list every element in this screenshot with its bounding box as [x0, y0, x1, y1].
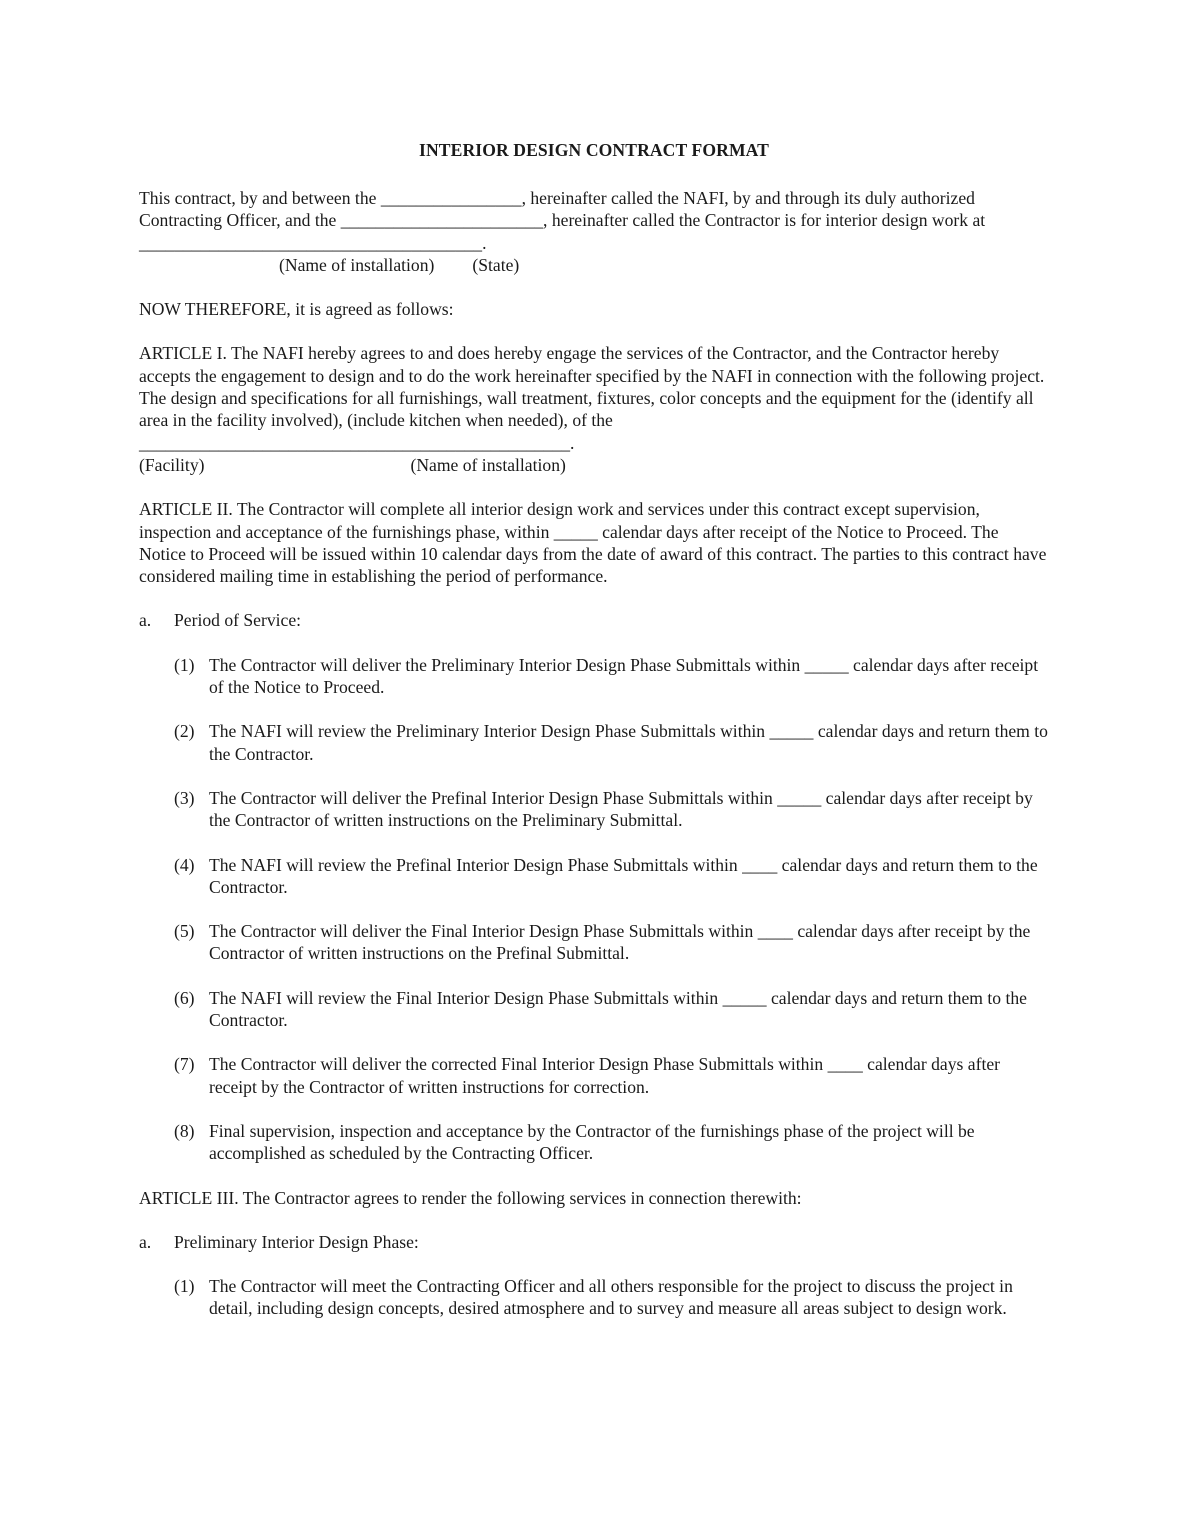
list-item: [139, 854, 1049, 899]
item-text: The Contractor will deliver the Preliminary Interior Design Phase Submittals within _____ calendar days after receipt of the Notice to Proceed.: [209, 654, 1039, 698]
label-name-of-installation-2: (Name of installation): [410, 454, 566, 475]
intro-blank-labels: [139, 254, 1049, 276]
list-item: [139, 920, 1049, 965]
article-1-blank-labels: [139, 454, 1049, 476]
section-marker: a.: [139, 610, 152, 631]
now-therefore-clause: NOW THEREFORE, it is agreed as follows:: [139, 299, 454, 320]
document-title: INTERIOR DESIGN CONTRACT FORMAT: [419, 140, 769, 160]
item-text: The Contractor will deliver the Final Interior Design Phase Submittals within ____ calendar days after receipt by the Contractor of written instructions on the Prefinal Submittal.: [209, 921, 1031, 964]
item-number: (8): [174, 1120, 195, 1141]
item-number: (5): [174, 921, 195, 942]
period-items-list: [139, 654, 1049, 1165]
contract-page: [139, 130, 1049, 1342]
item-number: (1): [174, 1276, 195, 1297]
item-number: (1): [174, 654, 195, 675]
item-text: The Contractor will deliver the corrected Final Interior Design Phase Submittals within ____ calendar days after receipt by the Contractor of written instructions for correction.: [209, 1054, 1000, 1097]
article-1-blank-line: _________________________________________________.: [139, 432, 575, 453]
item-text: The NAFI will review the Final Interior Design Phase Submittals within _____ calendar days and return them to the Contractor.: [209, 987, 1027, 1031]
label-facility: (Facility): [139, 454, 205, 475]
list-item: [139, 720, 1049, 765]
item-text: The NAFI will review the Prefinal Interior Design Phase Submittals within ____ calendar days and return them to the Contractor.: [209, 854, 1038, 897]
article-3-paragraph: ARTICLE III. The Contractor agrees to render the following services in connection therewith:: [139, 1187, 802, 1208]
period-of-service-heading: [139, 609, 1049, 631]
label-state: (State): [472, 254, 520, 275]
list-item: [139, 1120, 1049, 1165]
preliminary-phase-heading: [139, 1231, 1049, 1253]
item-text: The Contractor will meet the Contracting Officer and all others responsible for the project to discuss the project in detail, including design concepts, desired atmosphere and to survey and measure all areas subject to design work.: [209, 1276, 1013, 1319]
section-heading: Preliminary Interior Design Phase:: [174, 1231, 419, 1252]
item-number: (7): [174, 1054, 195, 1075]
item-text: The Contractor will deliver the Prefinal Interior Design Phase Submittals within _____ calendar days after receipt by the Contractor of written instructions on the Preliminary Submittal.: [209, 787, 1033, 831]
item-text: The NAFI will review the Preliminary Interior Design Phase Submittals within _____ calendar days and return them to the Contractor.: [209, 721, 1048, 764]
article-1-paragraph: ARTICLE I. The NAFI hereby agrees to and does hereby engage the services of the Contractor, and the Contractor hereby accepts the engagement to design and to do the work hereinafter specified by the NAFI in connection with the following project. The design and specifications for all furnishings, wall treatment, fixtures, color concepts and the equipment for the (identify all area in the facility involved), (include kitchen when needed), of the: [139, 343, 1045, 431]
prelim-items-list: [139, 1275, 1049, 1320]
label-name-of-installation: (Name of installation): [279, 254, 435, 275]
section-marker: a.: [139, 1231, 152, 1252]
list-item: [139, 987, 1049, 1032]
item-number: (6): [174, 987, 195, 1008]
article-2-paragraph: ARTICLE II. The Contractor will complete all interior design work and services under this contract except supervision, inspection and acceptance of the furnishings phase, within _____ calendar days after receipt of the Notice to Proceed. The Notice to Proceed will be issued within 10 calendar days from the date of award of this contract. The parties to this contract have considered mailing time in establishing the period of performance.: [139, 499, 1047, 587]
item-text: Final supervision, inspection and acceptance by the Contractor of the furnishings phase of the project will be accomplished as scheduled by the Contracting Officer.: [209, 1120, 975, 1164]
list-item: [139, 1053, 1049, 1098]
list-item: [139, 1275, 1049, 1320]
item-number: (3): [174, 787, 195, 808]
item-number: (4): [174, 854, 195, 875]
section-heading: Period of Service:: [174, 610, 302, 631]
list-item: [139, 654, 1049, 699]
list-item: [139, 787, 1049, 832]
item-number: (2): [174, 721, 195, 742]
intro-paragraph: This contract, by and between the ________________, hereinafter called the NAFI, by and through its duly authorized Contracting Officer, and the _______________________, hereinafter called the Contractor is for interior design work at _______________________________________.: [139, 188, 986, 253]
